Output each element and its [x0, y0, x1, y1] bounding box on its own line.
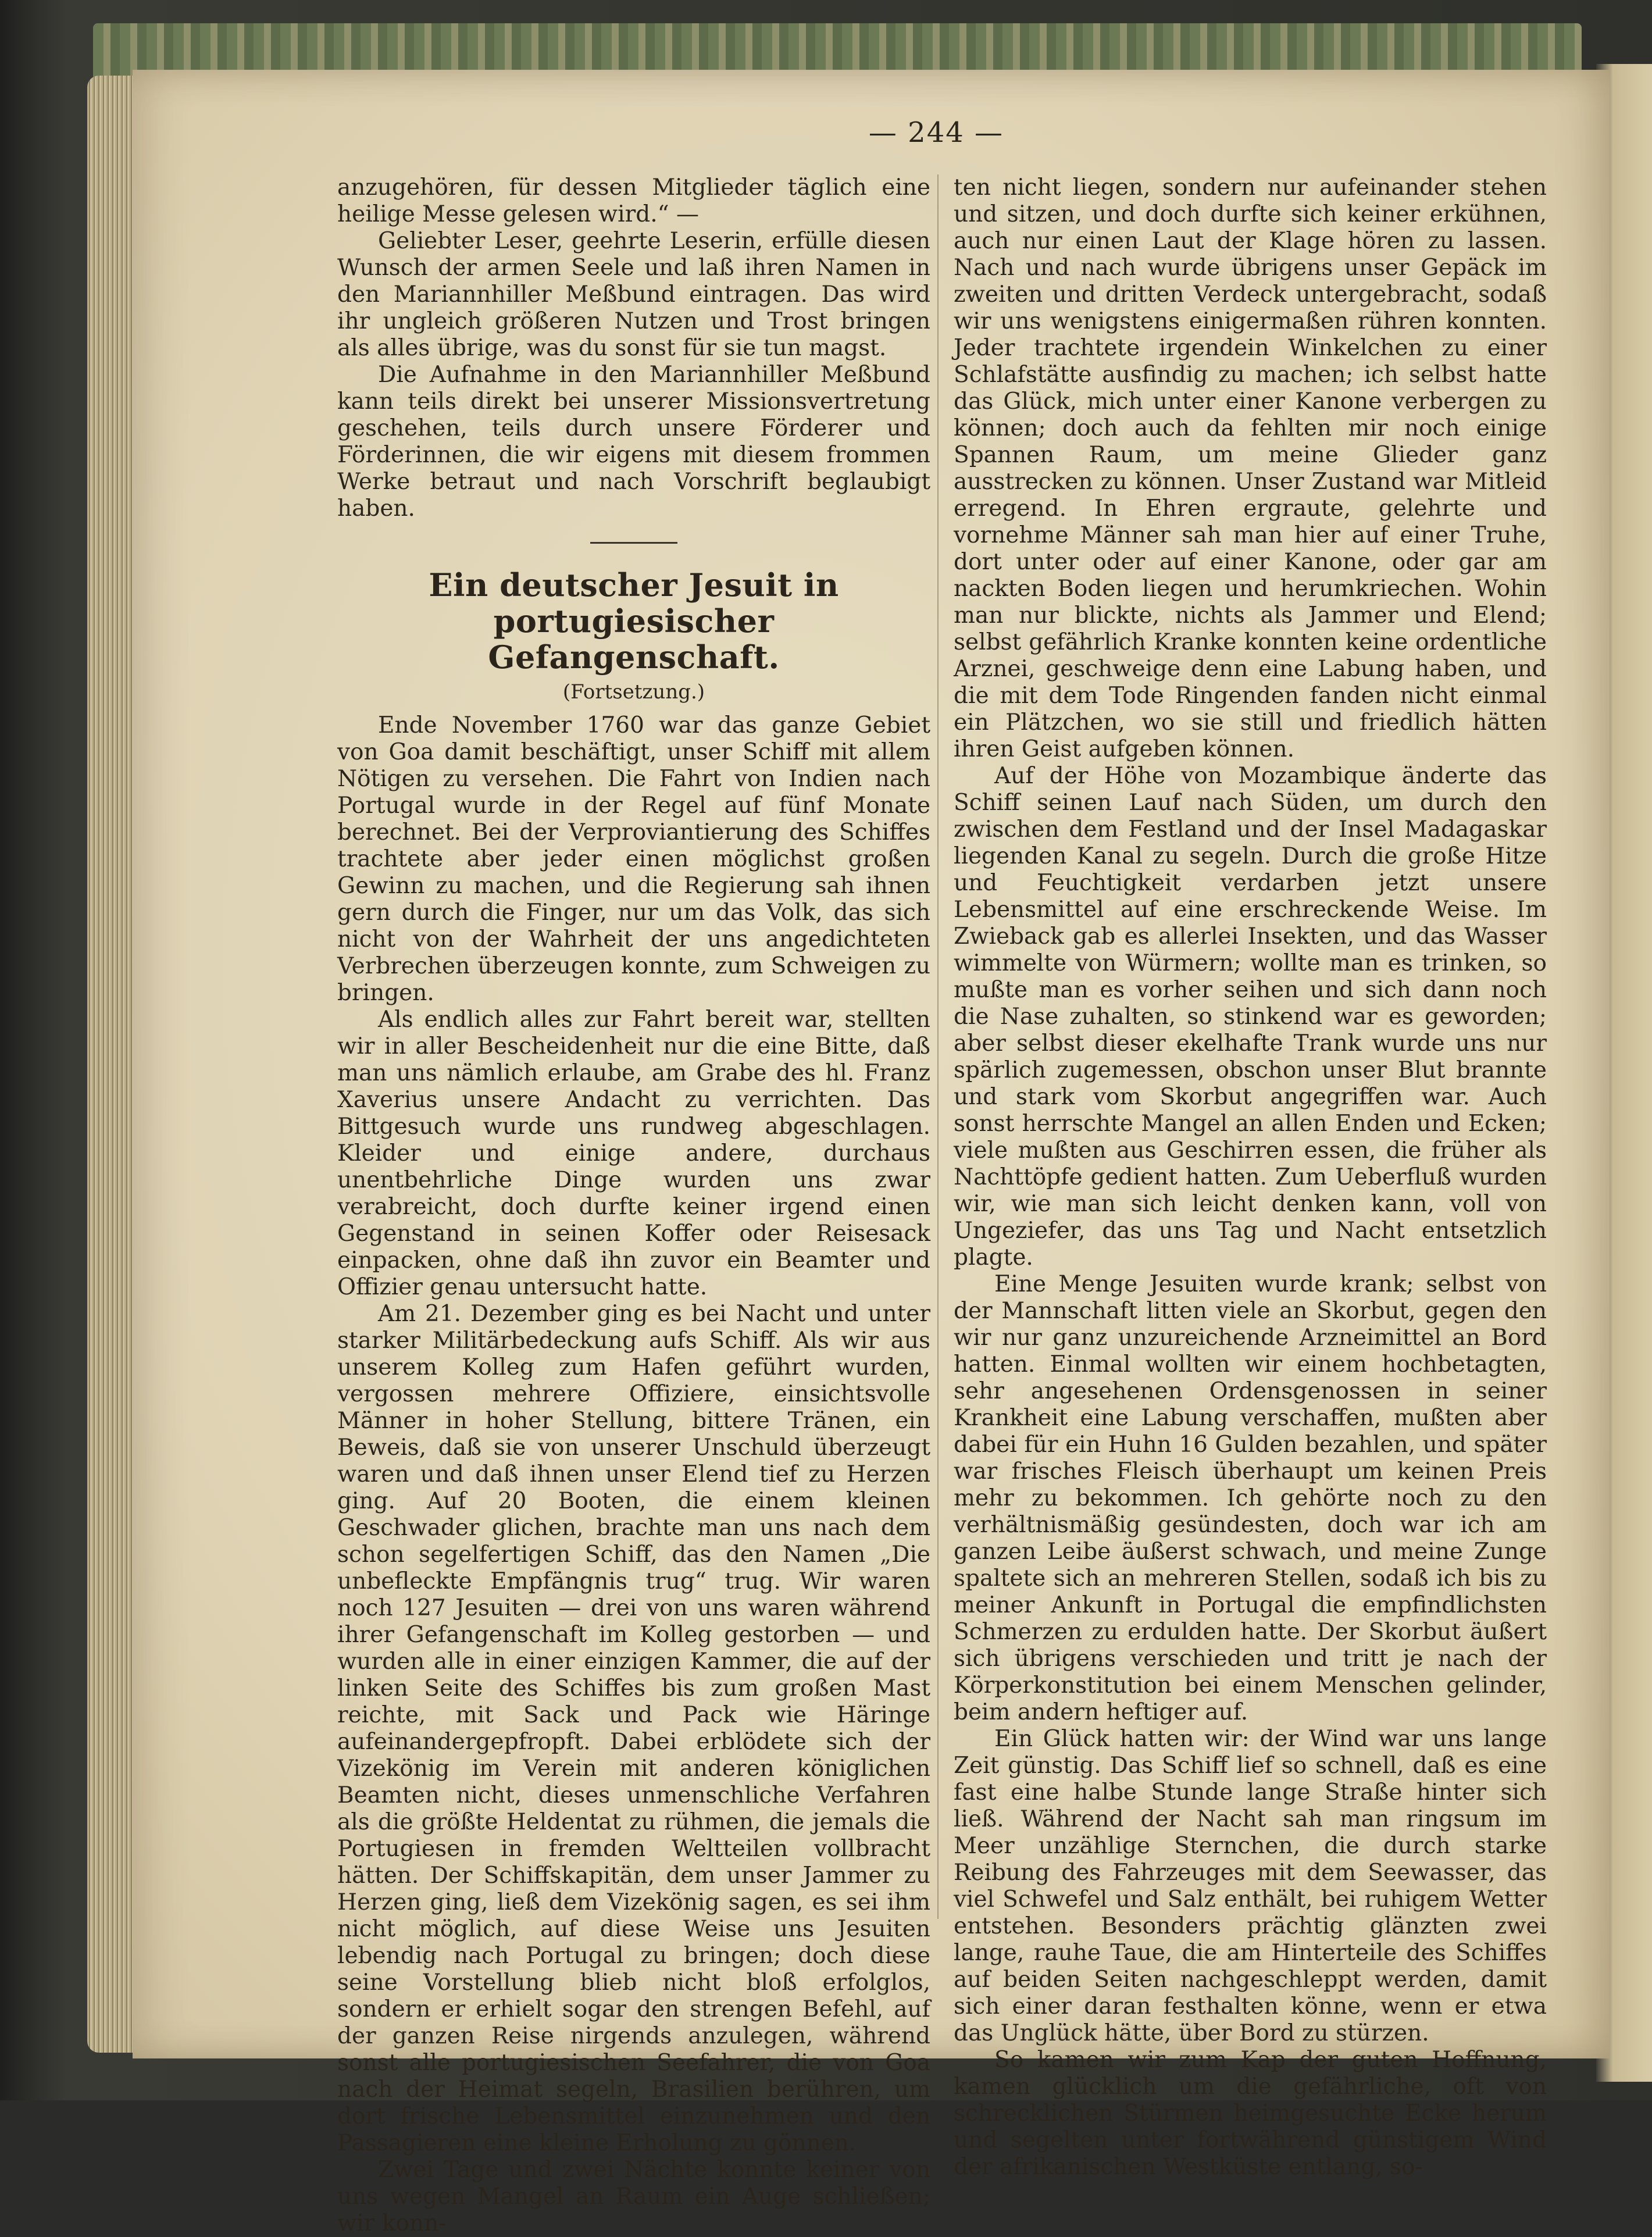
paragraph: Als endlich alles zur Fahrt bereit war, stellten wir in aller Bescheidenheit nur die eine Bitte, daß man uns nämlich erlaube, am Grabe des hl. Franz Xaverius unsere Andacht zu verrichten. Das Bittgesuch wurde uns rundweg abgeschlagen. Kleider und einige andere, durchaus unentbehrliche Dinge wurden uns zwar verabreicht, doch durfte keiner irgend einen Gegenstand in seinen Koffer oder Reisesack einpacken, ohne daß ihn zuvor ein Beamter und Offizier genau untersucht hatte. [337, 1007, 930, 1300]
page-stack-edge [87, 76, 134, 2053]
paragraph: Auf der Höhe von Mozambique änderte das Schiff seinen Lauf nach Süden, um durch den zwischen dem Festland und der Insel Madagaskar liegenden Kanal zu segeln. Durch die große Hitze und Feuchtigkeit verdarben jetzt unsere Lebensmittel auf eine erschreckende Weise. Im Zwieback gab es allerlei Insekten, und das Wasser wimmelte von Würmern; wollte man es trinken, so mußte man es vorher seihen und sich dann noch die Nase zuhalten, so stinkend war es geworden; aber selbst dieser ekelhafte Trank wurde uns nur spärlich zugemessen, obschon unser Blut brannte und stark vom Skorbut angegriffen war. Auch sonst herrschte Mangel an allen Enden und Ecken; viele mußten aus Geschirren essen, die früher als Nachttöpfe gedient hatten. Zum Ueberfluß wurden wir, wie man sich leicht denken kann, voll von Ungeziefer, das uns Tag und Nacht entsetzlich plagte. [954, 763, 1547, 1271]
article-subtitle: (Fortsetzung.) [562, 680, 705, 704]
section-separator [590, 542, 677, 544]
page-number: — 244 — [868, 116, 1004, 149]
column-divider [937, 174, 939, 1919]
paragraph: ten nicht liegen, sondern nur aufeinander stehen und sitzen, und doch durfte sich keiner erkühnen, auch nur einen Laut der Klage hören zu lassen. Nach und nach wurde übrigens unser Gepäck im zweiten und dritten Verdeck untergebracht, sodaß wir uns wenigstens einigermaßen rühren konnten. Jeder trachtete irgendein Winkelchen zu einer Schlafstätte ausfindig zu machen; ich selbst hatte das Glück, mich unter einer Kanone verbergen zu können; doch auch da fehlten mir noch einige Spannen Raum, um meine Glieder ganz ausstrecken zu können. Unser Zustand war Mitleid erregend. In Ehren ergraute, gelehrte und vornehme Männer sah man hier auf einer Truhe, dort unter oder auf einer Kanone, oder gar am nackten Boden liegen und herumkriechen. Wohin man nur blickte, nichts als Jammer und Elend; selbst gefährlich Kranke konnten keine ordentliche Arznei, geschweige denn eine Labung haben, und die mit dem Tode Ringenden fanden nicht einmal ein Plätzchen, wo sie still und friedlich hätten ihren Geist aufgeben können. [954, 174, 1547, 762]
paragraph: Ein Glück hatten wir: der Wind war uns lange Zeit günstig. Das Schiff lief so schnell, daß es eine fast eine halbe Stunde lange Straße hinter sich ließ. Während der Nacht sah man ringsum im Meer unzählige Sternchen, die durch starke Reibung des Fahrzeuges mit dem Seewasser, das viel Schwefel und Salz enthält, bei ruhigem Wetter entstehen. Besonders prächtig glänzten zwei lange, rauhe Taue, die am Hinterteile des Schiffes auf beiden Seiten nachgeschleppt werden, damit sich einer daran festhalten könne, wenn er etwa das Unglück hätte, über Bord zu stürzen. [954, 1726, 1547, 2046]
paragraph: Geliebter Leser, geehrte Leserin, erfülle diesen Wunsch der armen Seele und laß ihren Namen in den Mariannhiller Meßbund eintragen. Das wird ihr ungleich größeren Nutzen und Trost bringen als alles übrige, was du sonst für sie tun magst. [337, 228, 930, 361]
paragraph: Ende November 1760 war das ganze Gebiet von Goa damit beschäftigt, unser Schiff mit allem Nötigen zu versehen. Die Fahrt von Indien nach Portugal wurde in der Regel auf fünf Monate berechnet. Bei der Verproviantierung des Schiffes trachtete aber jeder einen möglichst großen Gewinn zu machen, und die Regierung sah ihnen gern durch die Finger, nur um das Volk, das sich nicht von der Wahrheit der uns angedichteten Verbrechen überzeugen konnte, zum Schweigen zu bringen. [337, 712, 930, 1006]
article-title: Ein deutscher Jesuit in portugiesischer Gefangenschaft. [429, 566, 839, 676]
paragraph: Zwei Tage und zwei Nächte konnte keiner von uns wegen Mangel an Raum ein Auge schließen; wir konn- [337, 2157, 930, 2236]
paragraph: So kamen wir zum Kap der guten Hoffnung, kamen glücklich um die gefährliche, oft von schrecklichen Stürmen heimgesuchte Ecke herum und segelten unter fortwährend günstigem Wind der afrikanischen Westküste entlang, so- [954, 2047, 1547, 2180]
left-column [337, 174, 930, 2237]
paragraph: Am 21. Dezember ging es bei Nacht und unter starker Militärbedeckung aufs Schiff. Als wir aus unserem Kolleg zum Hafen geführt wurden, vergossen mehrere Offiziere, einsichtsvolle Männer in hoher Stellung, bittere Tränen, ein Beweis, daß sie von unserer Unschuld überzeugt waren und daß ihnen unser Elend tief zu Herzen ging. Auf 20 Booten, die einem kleinen Geschwader glichen, brachte man uns nach dem schon segelfertigen Schiff, das den Namen „Die unbefleckte Empfängnis trug“ trug. Wir waren noch 127 Jesuiten — drei von uns waren während ihrer Gefangenschaft im Kolleg gestorben — und wurden alle in einer einzigen Kammer, die auf der linken Seite des Schiffes bis zum großen Mast reichte, mit Sack und Pack wie Häringe aufeinandergepfropft. Dabei erblödete sich der Vizekönig im Verein mit anderen königlichen Beamten nicht, dieses unmenschliche Verfahren als die größte Heldentat zu rühmen, die jemals die Portugiesen in fremden Weltteilen vollbracht hätten. Der Schiffskapitän, dem unser Jammer zu Herzen ging, ließ dem Vizekönig sagen, es sei ihm nicht möglich, auf diese Weise uns Jesuiten lebendig nach Portugal zu bringen; doch diese seine Vorstellung blieb nicht bloß erfolglos, sondern er erhielt sogar den strengen Befehl, auf der ganzen Reise nirgends anzulegen, während sonst alle portugiesischen Seefahrer, die von Goa nach der Heimat segeln, Brasilien berühren, um dort frische Lebensmittel einzunehmen und den Passagieren eine kleine Erholung zu gönnen. [337, 1301, 930, 2156]
right-column [954, 174, 1547, 2181]
paragraph: Eine Menge Jesuiten wurde krank; selbst von der Mannschaft litten viele an Skorbut, gegen den wir nur ganz unzureichende Arzneimittel an Bord hatten. Einmal wollten wir einem hochbetagten, sehr angesehenen Ordensgenossen in seiner Krankheit eine Labung verschaffen, mußten aber dabei für ein Huhn 16 Gulden bezahlen, und später war frisches Fleisch überhaupt um keinen Preis mehr zu bekommen. Ich gehörte noch zu den verhältnismäßig gesündesten, doch war ich am ganzen Leibe äußerst schwach, und meine Zunge spaltete sich an mehreren Stellen, sodaß ich bis zu meiner Ankunft in Portugal die empfindlichsten Schmerzen zu erdulden hatte. Der Skorbut äußert sich übrigens verschieden und tritt je nach der Körperkonstitution bei einem Menschen gelinder, beim andern heftiger auf. [954, 1271, 1547, 1725]
paragraph: anzugehören, für dessen Mitglieder täglich eine heilige Messe gelesen wird.“ — [337, 174, 930, 227]
paragraph: Die Aufnahme in den Mariannhiller Meßbund kann teils direkt bei unserer Missionsvertretung geschehen, teils durch unsere Förderer und Förderinnen, die wir eigens mit diesem frommen Werke betraut und nach Vorschrift beglaubigt haben. [337, 362, 930, 522]
